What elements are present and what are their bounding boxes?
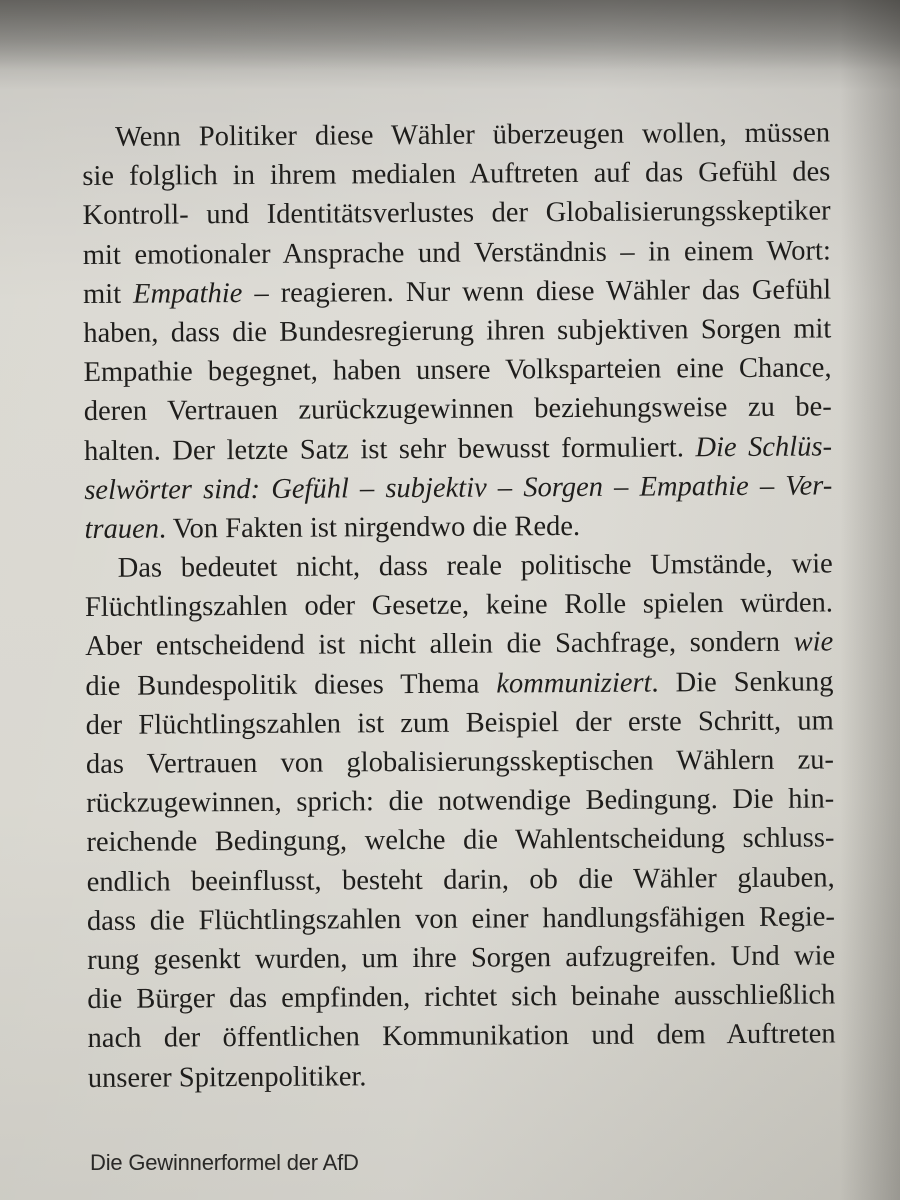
paragraph-2-line-2: Flüchtlingszahlen oder Gesetze, keine Rolle spielen würden. [84,587,834,624]
paragraph-2-line-3 [85,623,833,667]
running-footer-title: Die Gewinnerformel der AfD [90,1150,359,1175]
paragraph-2-line-4 [85,662,833,706]
page-right-shadow [840,0,900,1200]
paragraph-1-line-5 [83,270,831,314]
paragraph-1-line-3: Kontroll- und Identitätsverlustes der Globalisierungsskeptiker [82,195,831,232]
text-run: Aber entscheidend ist nicht allein die Sachfrage, sondern [85,627,794,663]
paragraph-2-line-5: der Flüchtlingszahlen ist zum Beispiel der erste Schritt, um [85,705,834,741]
text-run: . Die Senkung [651,666,834,699]
body-text [82,113,836,1097]
paragraph-2-line-7: rückzugewinnen, sprich: die notwendige Bedingung. Die hin- [86,783,835,820]
paragraph-2-line-10: dass die Flüchtlingszahlen von einer handlungsfähigen Regie- [86,901,835,937]
paragraph-2-line-1: Das bedeutet nicht, dass reale politische Umstände, wie [117,548,833,584]
paragraph-2-line-11: rung gesenkt wurden, um ihre Sorgen aufzugreifen. Und wie [87,940,836,976]
paragraph-1-line-8: deren Vertrauen zurückzugewinnen beziehungsweise zu be- [83,391,832,428]
paragraph-2-line-8: reichende Bedingung, welche die Wahlentscheidung schluss- [86,822,835,859]
text-run: die Bundespolitik dieses Thema [85,668,497,702]
paragraph-1-line-4: mit emotionaler Ansprache und Verständnis – in einem Wort: [82,234,831,271]
italic-emphasis: kommuniziert [496,667,652,700]
paragraph-2-line-6: das Vertrauen von globalisierungsskeptischen Wählern zu- [85,744,835,780]
italic-emphasis: Empathie [133,277,243,310]
paragraph-1-line-6: haben, dass die Bundesregierung ihren subjektiven Sorgen mit [83,313,832,349]
text-run: halten. Der letzte Satz ist sehr bewusst formuliert. [83,431,696,467]
paragraph-1-line-11 [84,505,832,549]
text-run: . Von Fakten ist nirgendwo die Rede. [158,510,581,545]
paragraph-1-line-10: selwörter sind: Gefühl – subjektiv – Sorgen – Empathie – Ver- [84,470,833,506]
paragraph-2-line-12: die Bürger das empfinden, richtet sich beinahe ausschließlich [87,979,836,1016]
paragraph-1-line-1: Wenn Politiker diese Wähler überzeugen wollen, müssen [115,117,831,153]
italic-emphasis: wie [793,626,834,659]
paragraph-1-line-7: Empathie begegnet, haben unsere Volksparteien eine Chance, [83,352,832,389]
text-run: mit [82,278,134,310]
text-run: – reagieren. Nur wenn diese Wähler das Gefühl [242,274,832,309]
paragraph-2-line-14: unserer Spitzenpolitiker. [87,1060,367,1094]
italic-emphasis: trauen [84,513,160,545]
paragraph-2-line-9: endlich beeinflusst, besteht darin, ob die Wähler glauben, [86,861,835,898]
paragraph-1-line-9 [84,427,832,471]
italic-emphasis: Die Schlüs- [695,430,833,463]
paragraph-1-line-2: sie folglich in ihrem medialen Auftreten auf das Gefühl des [82,156,831,193]
paragraph-2-line-13: nach der öffentlichen Kommunikation und dem Auftreten [87,1018,836,1055]
page-top-shadow [0,0,900,70]
